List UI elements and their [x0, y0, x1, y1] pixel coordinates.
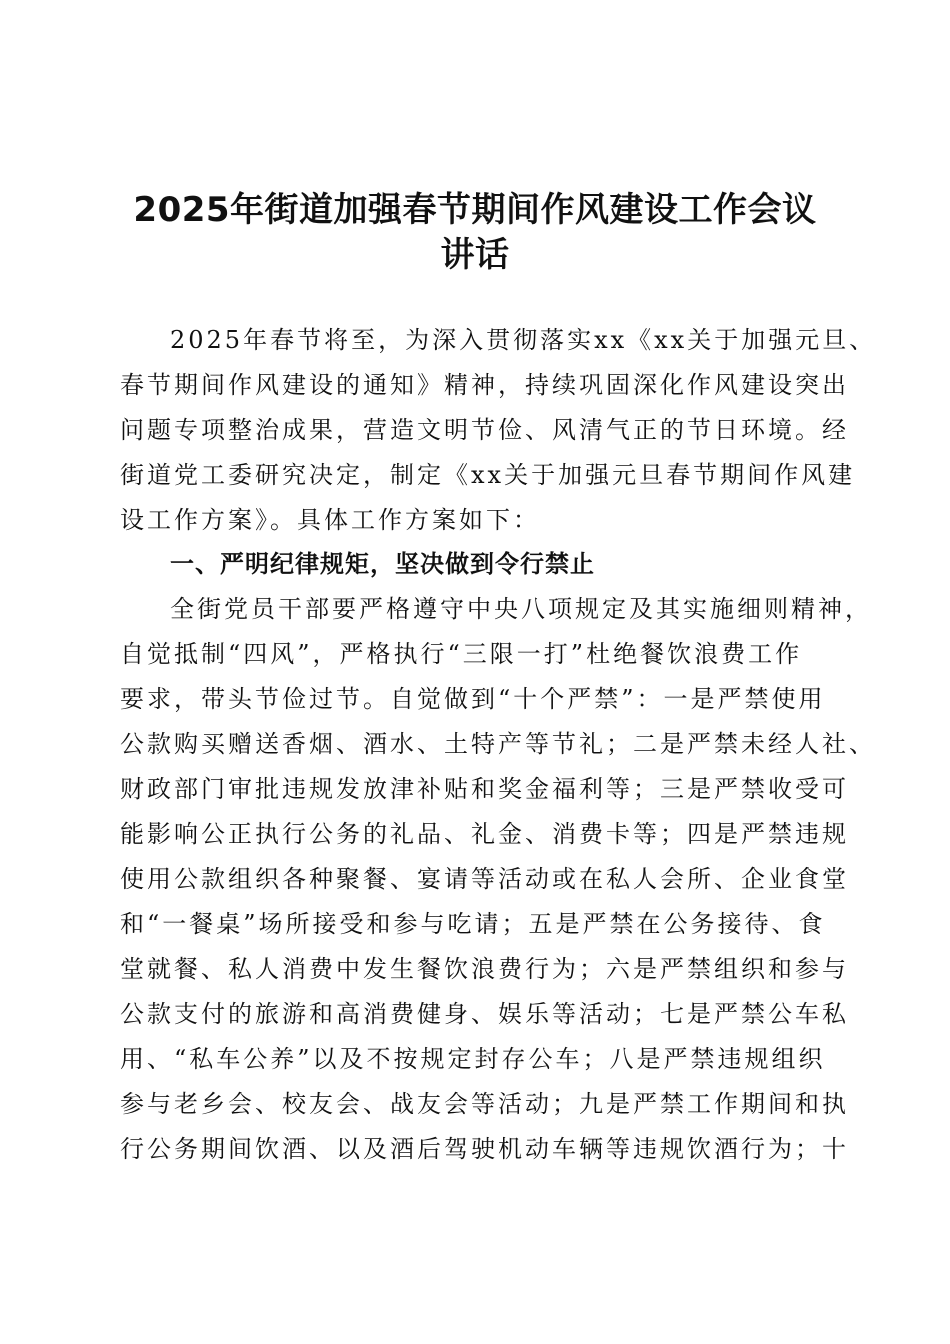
section1-paragraph-line: 使用公款组织各种聚餐、宴请等活动或在私人会所、企业食堂: [120, 865, 849, 893]
section1-paragraph-line: 和“一餐桌”场所接受和参与吃请；五是严禁在公务接待、食: [120, 910, 826, 938]
section1-paragraph-line: 自觉抵制“四风”，严格执行“三限一打”杜绝餐饮浪费工作: [120, 640, 803, 668]
section1-paragraph-line: 用、“私车公养”以及不按规定封存公车；八是严禁违规组织: [120, 1045, 826, 1073]
intro-paragraph-line: 2025年春节将至，为深入贯彻落实xx《xx关于加强元旦、: [170, 326, 877, 354]
section1-paragraph-line: 要求，带头节俭过节。自觉做到“十个严禁”：一是严禁使用: [120, 685, 826, 713]
section1-paragraph-line: 全街党员干部要严格遵守中央八项规定及其实施细则精神，: [170, 595, 872, 623]
section1-paragraph-line: 财政部门审批违规发放津补贴和奖金福利等；三是严禁收受可: [120, 775, 849, 803]
intro-paragraph-line: 春节期间作风建设的通知》精神，持续巩固深化作风建设突出: [120, 371, 849, 399]
document-title-line1: 2025年街道加强春节期间作风建设工作会议: [133, 190, 817, 230]
section1-paragraph-line: 堂就餐、私人消费中发生餐饮浪费行为；六是严禁组织和参与: [120, 955, 849, 983]
section1-paragraph-line: 公款购买赠送香烟、酒水、土特产等节礼；二是严禁未经人社、: [120, 730, 876, 758]
section1-paragraph-line: 行公务期间饮酒、以及酒后驾驶机动车辆等违规饮酒行为；十: [120, 1135, 849, 1163]
intro-paragraph-line: 设工作方案》。具体工作方案如下：: [120, 506, 540, 534]
document-title-line2: 讲话: [440, 235, 510, 275]
intro-paragraph-line: 街道党工委研究决定，制定《xx关于加强元旦春节期间作风建: [120, 461, 856, 489]
section1-paragraph-line: 能影响公正执行公务的礼品、礼金、消费卡等；四是严禁违规: [120, 820, 849, 848]
section-heading-1: 一、严明纪律规矩，坚决做到令行禁止: [170, 550, 595, 578]
section1-paragraph-line: 参与老乡会、校友会、战友会等活动；九是严禁工作期间和执: [120, 1090, 849, 1118]
intro-paragraph-line: 问题专项整治成果，营造文明节俭、风清气正的节日环境。经: [120, 416, 849, 444]
section1-paragraph-line: 公款支付的旅游和高消费健身、娱乐等活动；七是严禁公车私: [120, 1000, 849, 1028]
